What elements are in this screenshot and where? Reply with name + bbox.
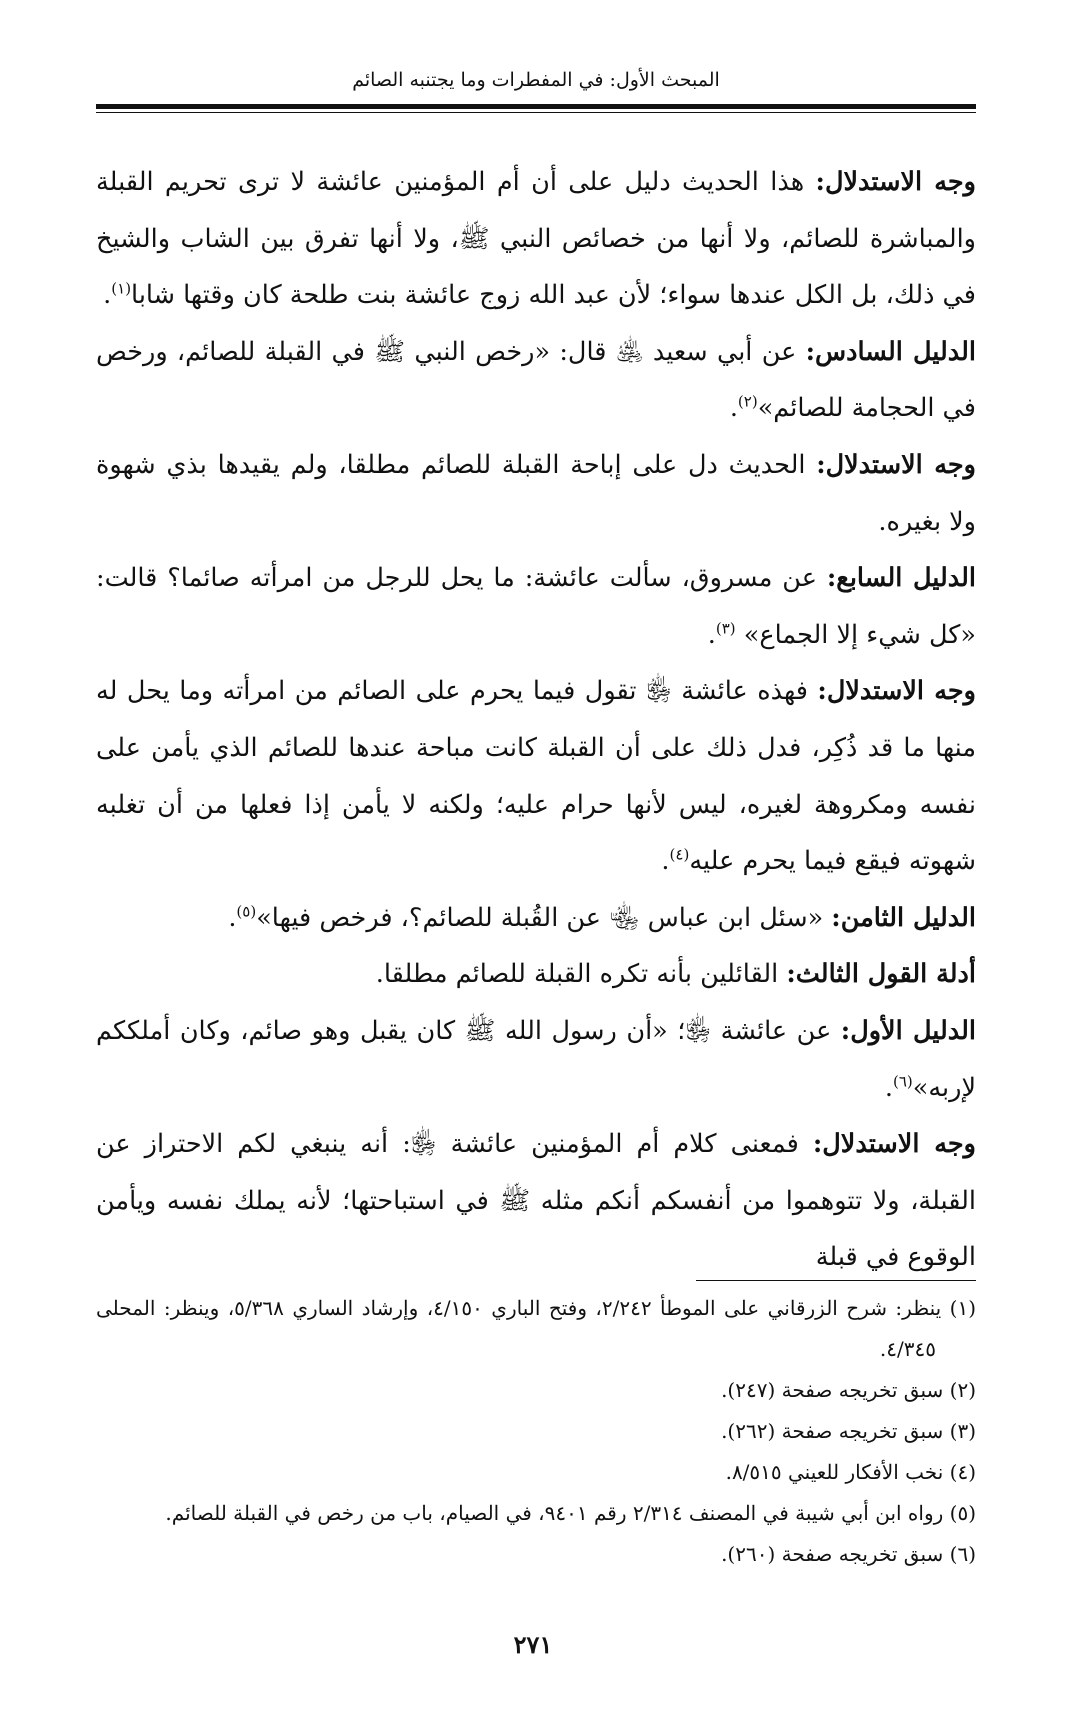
paragraph-text: القائلين بأنه تكره القبلة للصائم مطلقا. <box>375 959 787 990</box>
paragraph-label: الدليل الثامن: <box>831 902 976 933</box>
paragraph-label: الدليل السابع: <box>826 563 976 594</box>
paragraph-end: . <box>884 1072 893 1103</box>
footnote-marker: (٢) <box>737 392 758 411</box>
footnote: (٦) سبق تخريجه صفحة (٢٦٠). <box>721 1542 976 1566</box>
paragraph-end: . <box>707 619 716 650</box>
header-rule-thin <box>96 112 976 113</box>
footnote-marker: (٥) <box>236 902 257 921</box>
footnote: (١) ينظر: شرح الزرقاني على الموطأ ٢/٢٤٢، وفتح الباري ٤/١٥٠، وإرشاد الساري ٥/٣٦٨، وينظر: المحلى ٤/٣٤٥. <box>96 1296 976 1361</box>
paragraph <box>96 154 976 324</box>
header-rule-thick <box>96 104 976 109</box>
paragraph-end: . <box>103 280 112 311</box>
paragraph-label: وجه الاستدلال: <box>817 676 976 707</box>
paragraph-text: «سئل ابن عباس ﵄ عن القُبلة للصائم؟، فرخص فيها» <box>256 902 832 933</box>
paragraph-label: وجه الاستدلال: <box>812 1129 976 1160</box>
paragraph-text: عن عائشة ﵂؛ «أن رسول الله ﷺ كان يقبل وهو صائم، وكان أملككم لإربه» <box>96 1015 976 1103</box>
paragraph-text: عن مسروق، سألت عائشة: ما يحل للرجل من امرأته صائما؟ قالت: «كل شيء إلا الجماع» <box>96 563 976 650</box>
paragraph-end: . <box>729 393 738 424</box>
paragraph <box>96 890 976 947</box>
paragraph-text: فمعنى كلام أم المؤمنين عائشة ﵂: أنه ينبغي لكم الاحتراز عن القبلة، ولا تتوهموا من أنفسكم أنكم مثله ﷺ في استباحتها؛ لأنه يملك نفسه ويأمن الوقوع في قبلة <box>96 1129 976 1273</box>
running-header: المبحث الأول: في المفطرات وما يجتنبه الصائم <box>352 69 720 91</box>
paragraph-label: أدلة القول الثالث: <box>786 959 976 990</box>
paragraph <box>96 946 976 1003</box>
main-text <box>96 154 976 1286</box>
paragraph-label: وجه الاستدلال: <box>815 167 976 197</box>
footnote-marker: (٣) <box>715 619 736 638</box>
paragraph-text: الحديث دل على إباحة القبلة للصائم مطلقا، ولم يقيدها بذي شهوة ولا بغيره. <box>96 449 976 537</box>
paragraph <box>96 1116 976 1286</box>
paragraph-end: . <box>228 902 237 933</box>
paragraph <box>96 550 976 663</box>
paragraph <box>96 1003 976 1116</box>
paragraph-text: فهذه عائشة ﵂ تقول فيما يحرم على الصائم من امرأته وما يحل له منها ما قد ذُكِر، فدل ذلك على أن القبلة كانت مباحة عندها للصائم الذي يأمن على نفسه ومكروهة لغيره، ليس لأنها حرام عليه؛ ولكنه لا يأمن إذا فعلها من أن تغلبه شهوته فيقع فيما يحرم عليه <box>96 676 976 877</box>
footnotes <box>96 1288 976 1575</box>
paragraph-text: عن أبي سعيد ﵁ قال: «رخص النبي ﷺ في القبلة للصائم، ورخص في الحجامة للصائم» <box>96 336 976 424</box>
footnote-marker: (٤) <box>669 845 690 864</box>
footnote: (٣) سبق تخريجه صفحة (٢٦٢). <box>721 1419 976 1443</box>
paragraph <box>96 324 976 437</box>
footnote: (٥) رواه ابن أبي شيبة في المصنف ٢/٣١٤ رقم ٩٤٠١، في الصيام، باب من رخص في القبلة للصائم. <box>165 1501 976 1525</box>
footnote-marker: (١) <box>111 279 132 298</box>
paragraph-label: الدليل السادس: <box>805 336 976 367</box>
paragraph-end: . <box>661 846 670 877</box>
footnote: (٢) سبق تخريجه صفحة (٢٤٧). <box>721 1378 976 1402</box>
paragraph-text: هذا الحديث دليل على أن أم المؤمنين عائشة لا ترى تحريم القبلة والمباشرة للصائم، ولا أنها من خصائص النبي ﷺ، ولا أنها تفرق بين الشاب والشيخ في ذلك، بل الكل عندها سواء؛ لأن عبد الله زوج عائشة بنت طلحة كان وقتها شابا <box>96 167 976 311</box>
footnote-marker: (٦) <box>892 1072 913 1090</box>
footnote-separator <box>696 1280 976 1281</box>
paragraph <box>96 663 976 889</box>
paragraph <box>96 437 976 550</box>
paragraph-label: الدليل الأول: <box>840 1015 976 1046</box>
page-number: ٢٧١ <box>513 1630 553 1659</box>
paragraph-label: وجه الاستدلال: <box>816 449 976 480</box>
footnote: (٤) نخب الأفكار للعيني ٨/٥١٥. <box>725 1460 976 1484</box>
